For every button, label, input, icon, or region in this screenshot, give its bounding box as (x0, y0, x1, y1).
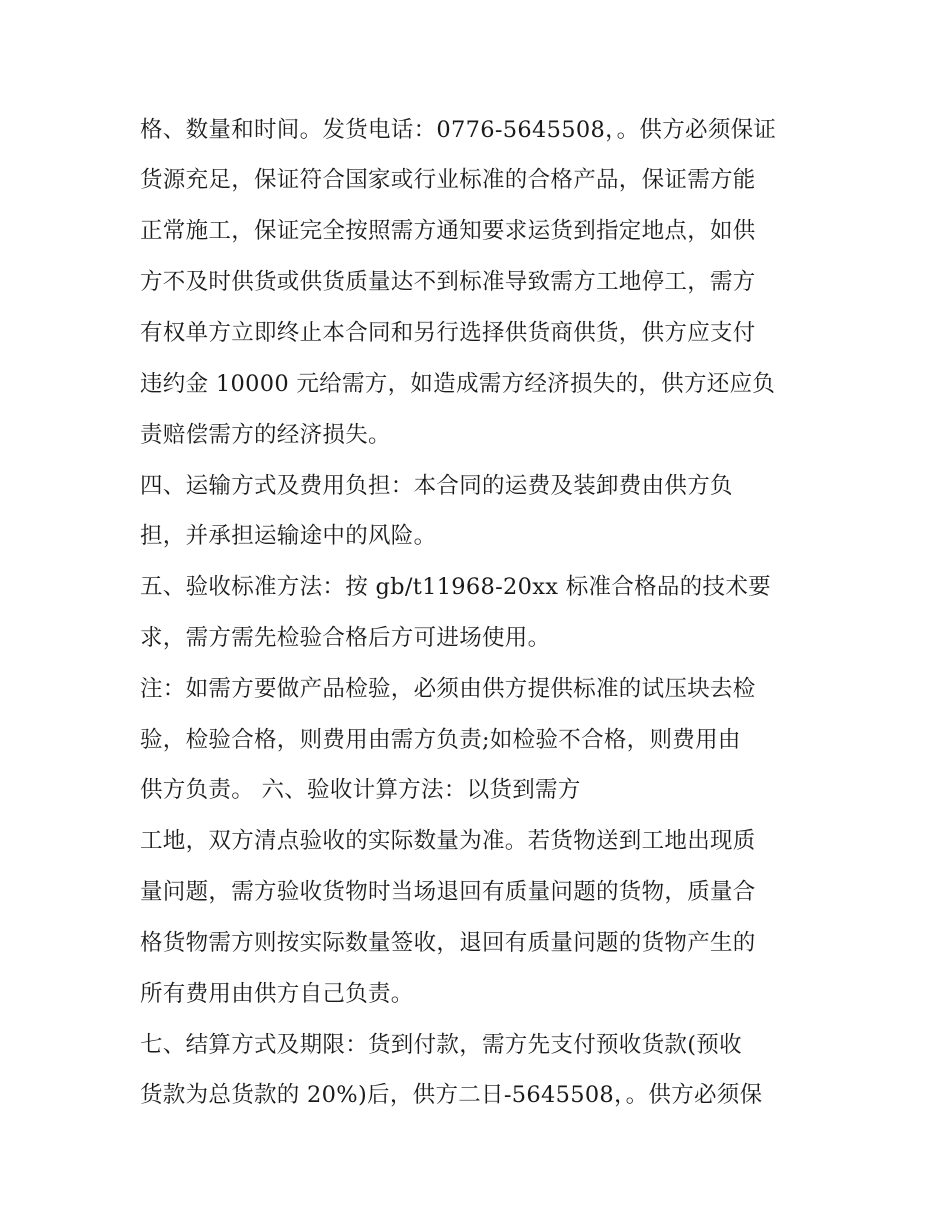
text-line: 工地，双方清点验收的实际数量为准。若货物送到工地出现质 (140, 828, 756, 854)
text-line: 格、数量和时间。发货电话：0776-5645508，。供方必须保证 (140, 117, 777, 143)
text-line: 正常施工，保证完全按照需方通知要求运货到指定地点，如供 (140, 218, 756, 244)
text-line: 格货物需方则按实际数量签收，退回有质量问题的货物产生的 (140, 930, 756, 956)
text-line: 求，需方需先检验合格后方可进场使用。 (140, 625, 551, 651)
text-line: 注：如需方要做产品检验，必须由供方提供标准的试压块去检 (140, 676, 756, 702)
text-line: 量问题，需方验收货物时当场退回有质量问题的货物，质量合 (140, 879, 756, 905)
text-line: 供方负责。 六、验收计算方法：以货到需方 (140, 777, 581, 803)
text-line: 货源充足，保证符合国家或行业标准的合格产品，保证需方能 (140, 167, 756, 193)
text-line: 责赔偿需方的经济损失。 (140, 422, 391, 448)
text-line: 担，并承担运输途中的风险。 (140, 523, 437, 549)
text-line: 五、验收标准方法：按 gb/t11968-20xx 标准合格品的技术要 (140, 574, 771, 600)
text-line: 所有费用由供方自己负责。 (140, 981, 414, 1007)
text-line: 方不及时供货或供货质量达不到标准导致需方工地停工，需方 (140, 269, 756, 295)
text-line: 有权单方立即终止本合同和另行选择供货商供货，供方应支付 (140, 320, 756, 346)
text-line: 验，检验合格，则费用由需方负责;如检验不合格，则费用由 (140, 727, 741, 753)
text-line: 货款为总货款的 20%)后，供方二日-5645508，。供方必须保 (140, 1082, 763, 1108)
text-line: 七、结算方式及期限：货到付款，需方先支付预收货款(预收 (140, 1032, 742, 1058)
text-line: 四、运输方式及费用负担：本合同的运费及装卸费由供方负 (140, 473, 733, 499)
text-line: 违约金 10000 元给需方，如造成需方经济损失的，供方还应负 (140, 371, 776, 397)
